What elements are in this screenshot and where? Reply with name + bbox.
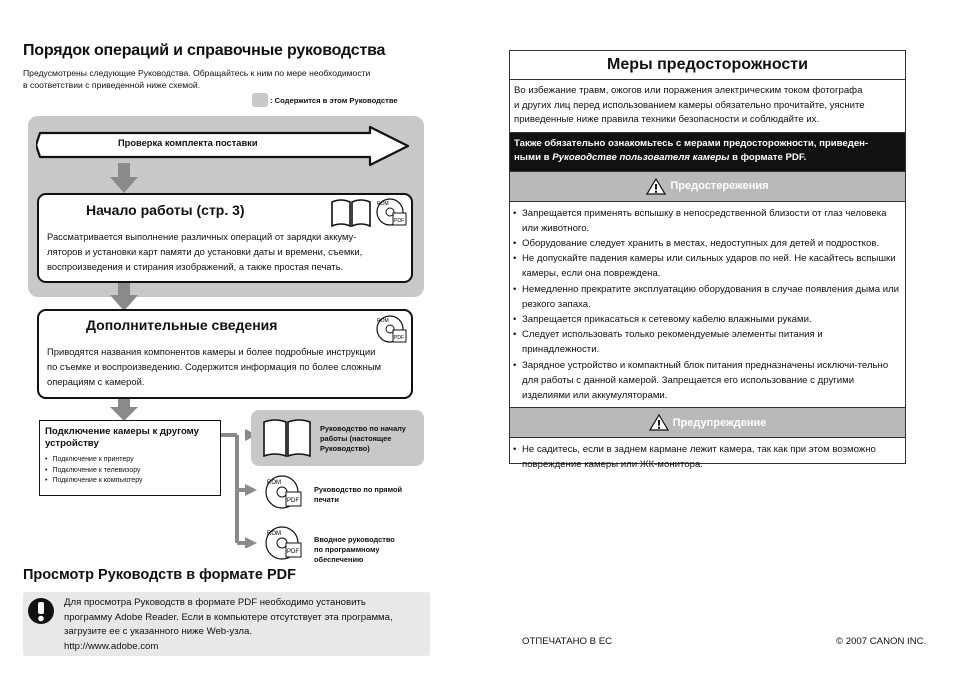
connect-device-list (45, 455, 143, 487)
list-item: • Подключение к компьютеру (45, 476, 143, 487)
pdf-note-text: Для просмотра Руководств в формате PDF необходимо установить программу Adobe Reader. Если в компьютере отсутствует эта программа, загрузите ее с указанного ниже Web-узла. http://www.adobe.com (64, 596, 393, 654)
flow-arrow-down-icon (110, 163, 138, 193)
svg-text:ROM: ROM (377, 318, 389, 324)
svg-text:ROM: ROM (377, 201, 389, 207)
list-item: • Немедленно прекратите эксплуатацию оборудования в случае появления дыма или резкого запаха. (513, 282, 901, 312)
cd-rom-icon (375, 312, 409, 346)
warning-triangle-icon (649, 414, 669, 431)
safety-section (509, 50, 906, 471)
copyright: © 2007 CANON INC. (836, 636, 927, 647)
caution-list (510, 438, 905, 476)
svg-text:PDF: PDF (394, 335, 404, 341)
warnings-list (510, 202, 905, 408)
list-item: • Не садитесь, если в заднем кармане лежит камера, так как при этом возможно повреждение камеры или ЖК-монитора. (513, 442, 901, 472)
getting-started-text: Рассматривается выполнение различных операций от зарядки аккуму- ляторов и установки карт памяти до установки даты и времени, съемки, воспроизведения и стирания изображений, а также простая печать. (47, 231, 363, 272)
safety-intro: Во избежание травм, ожогов или поражения электрическим током фотографа и других лиц перед использованием камеры обязательно прочитайте, уясните приведенные ниже правила техники безопасности и соблюдайте их. (510, 80, 905, 133)
warnings-label: Предостережения (670, 180, 769, 192)
important-note-icon (27, 597, 55, 625)
legend (252, 93, 398, 107)
list-item: • Подключение к принтеру (45, 455, 143, 466)
list-item: • Следует использовать только рекомендуемые элементы питания и принадлежности. (513, 327, 901, 357)
flow-arrow-down-icon (110, 399, 138, 421)
guide-label: Руководство по прямой печати (314, 485, 403, 504)
getting-started-title: Начало работы (стр. 3) (86, 202, 245, 218)
cd-rom-icon (264, 523, 306, 565)
page-title: Порядок операций и справочные руководства (23, 42, 386, 59)
cd-rom-icon (264, 472, 306, 514)
svg-text:PDF: PDF (287, 549, 299, 555)
guide-label: Вводное руководство по программному обеспечению (314, 535, 395, 564)
warning-triangle-icon (646, 178, 666, 195)
printed-in-label: ОТПЕЧАТАНО В ЕС (522, 636, 613, 647)
svg-text:PDF: PDF (287, 498, 299, 504)
list-item: • Зарядное устройство и компактный блок питания предназначены исключи-тельно для работы с данной камерой. Запрещается его использование с другими изделиями или аккумуляторами. (513, 358, 901, 404)
pdf-notice: Также обязательно ознакомьтесь с мерами предосторожности, приведен- ными в Руководстве пользователя камеры в формате PDF. (510, 133, 905, 171)
intro-text: Предусмотрены следующие Руководства. Обращайтесь к ним по мере необходимости в соответствии с приведенной ниже схемой. (23, 68, 371, 90)
list-item: • Запрещается прикасаться к сетевому кабелю влажными руками. (513, 312, 901, 327)
warnings-header (510, 171, 905, 202)
svg-text:PDF: PDF (394, 218, 404, 224)
list-item: • Запрещается применять вспышку в непосредственной близости от глаз человека или животного. (513, 206, 901, 236)
book-icon (330, 198, 372, 228)
book-icon (262, 418, 312, 458)
checklist-label: Проверка комплекта поставки (118, 138, 258, 148)
list-item: • Подключение к телевизору (45, 466, 143, 477)
legend-label: : Содержится в этом Руководстве (270, 95, 398, 105)
svg-text:ROM: ROM (267, 480, 281, 486)
cd-rom-icon (375, 195, 409, 229)
pdf-section-title: Просмотр Руководств в формате PDF (23, 567, 296, 583)
guide-label: Руководство по началу работы (настоящее Руководство) (320, 424, 406, 453)
svg-text:ROM: ROM (267, 531, 281, 537)
caution-label: Предупреждение (672, 416, 767, 429)
additional-info-title: Дополнительные сведения (86, 317, 278, 333)
adobe-url[interactable]: http://www.adobe.com (64, 640, 159, 652)
legend-swatch (252, 93, 268, 107)
caution-header (510, 407, 905, 438)
list-item: • Оборудование следует хранить в местах, недоступных для детей и подростков. (513, 236, 901, 251)
additional-info-text: Приводятся названия компонентов камеры и более подробные инструкции по съемке и воспроизведению. Содержится информация по более сложным операциям с камерой. (47, 346, 382, 387)
list-item: • Не допускайте падения камеры или сильных ударов по ней. Не касайтесь вспышки камеры, если она повреждена. (513, 251, 901, 281)
connect-device-title: Подключение камеры к другому устройству (45, 426, 199, 449)
flow-arrow-down-icon (110, 283, 138, 311)
safety-title: Меры предосторожности (510, 51, 905, 80)
